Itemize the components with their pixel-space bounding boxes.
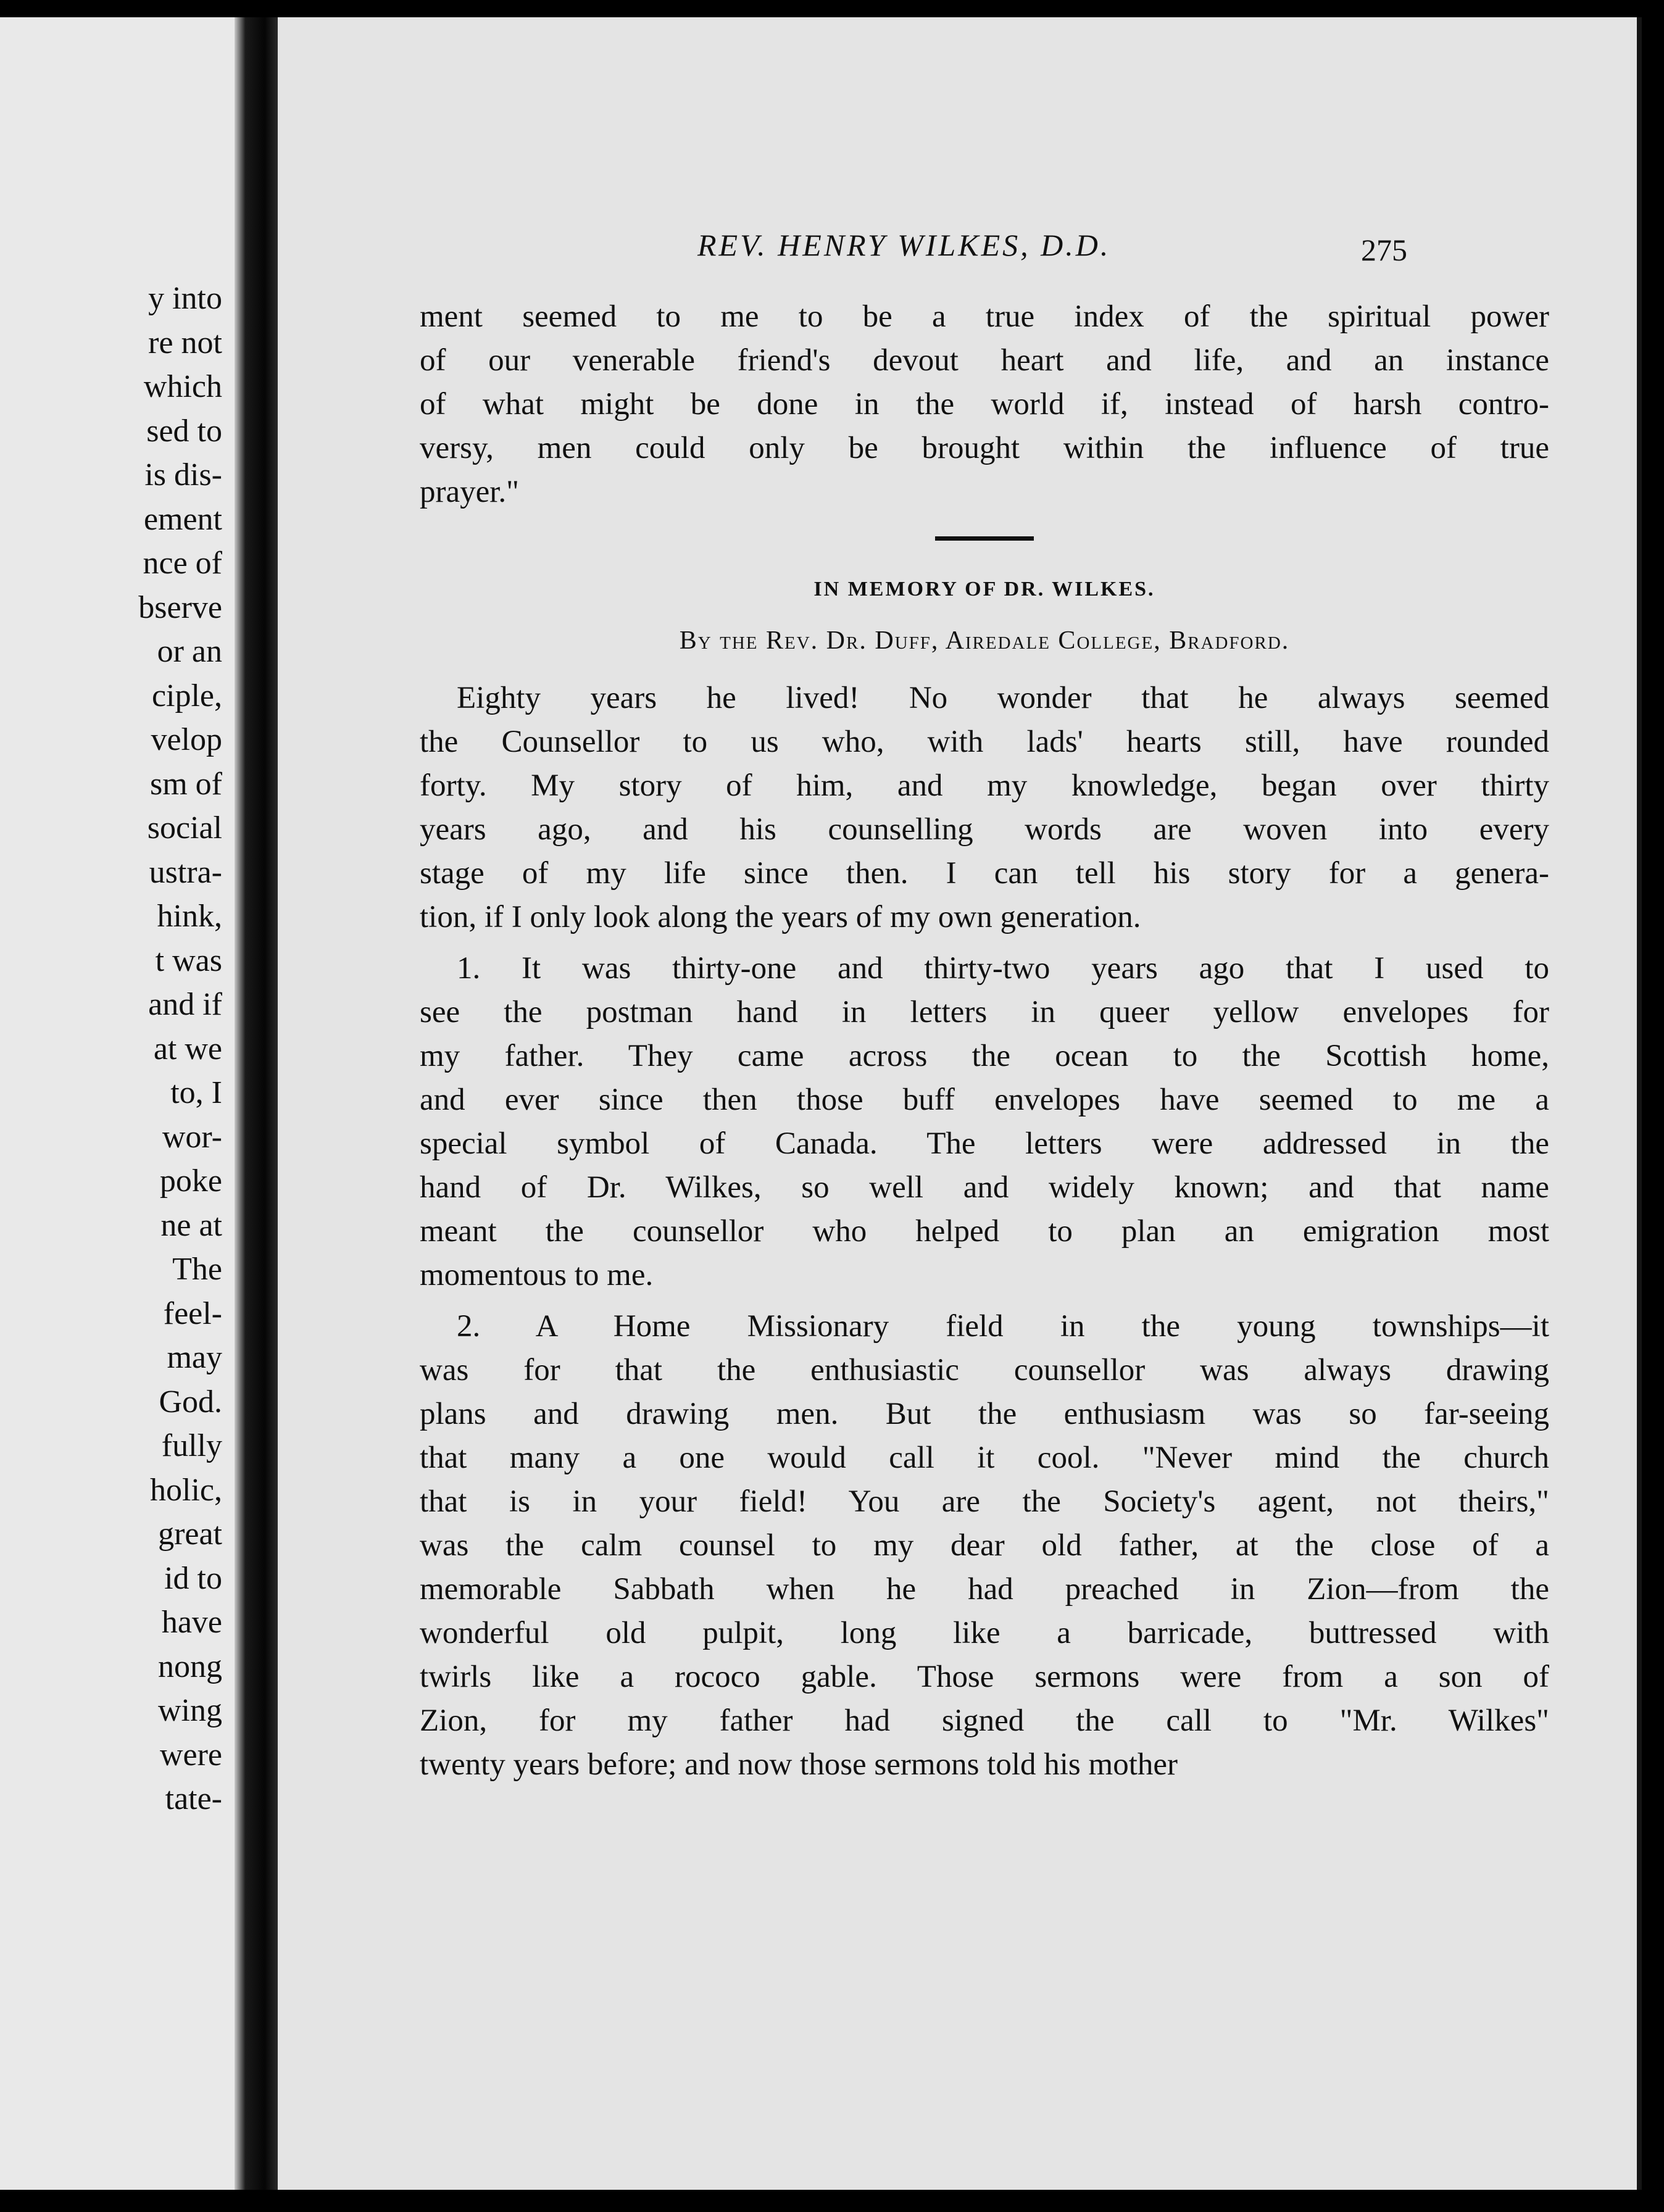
text-line: 1. It was thirty-one and thirty-two years ago that I used to [457, 951, 1549, 986]
page-edge [1637, 17, 1642, 2190]
left-page-line: is dis- [144, 457, 222, 493]
left-page-line: holic, [150, 1472, 222, 1508]
text-line: that is in your field! You are the Society's agent, not theirs," [420, 1484, 1549, 1519]
left-page-line: or an [157, 634, 222, 669]
text-line: momentous to me. [420, 1258, 654, 1292]
left-page-line: tate- [165, 1781, 222, 1816]
left-page-line: social [147, 810, 222, 846]
page-text [420, 295, 1549, 1794]
left-page-line: nong [158, 1649, 222, 1684]
paragraph [420, 676, 1549, 939]
text-line: my father. They came across the ocean to the Scottish home, [420, 1039, 1549, 1073]
left-page-line: great [158, 1516, 222, 1552]
text-line: Eighty years he lived! No wonder that he always seemed [457, 681, 1549, 715]
left-page-line: may [167, 1340, 222, 1375]
left-page-line: ement [143, 501, 222, 537]
paragraph [420, 1305, 1549, 1787]
left-page-line: sm of [150, 766, 222, 802]
left-page-text [138, 276, 222, 1821]
left-page-line: wing [158, 1693, 222, 1728]
paragraph [420, 947, 1549, 1297]
left-page-line: id to [164, 1560, 222, 1596]
text-line: years ago, and his counselling words are woven into every [420, 812, 1549, 847]
left-page-line: to, I [170, 1075, 222, 1110]
left-page-line: y into [148, 281, 222, 316]
article-body [420, 676, 1549, 1787]
byline: By the Rev. Dr. Duff, Airedale College, Bradford. [679, 626, 1290, 655]
section-title: IN MEMORY OF DR. WILKES. [813, 578, 1155, 601]
text-line: ment seemed to me to be a true index of the spiritual power [420, 299, 1549, 334]
left-page-line: bserve [138, 589, 222, 625]
left-page-line: feel- [163, 1295, 222, 1331]
left-page-line: hink, [157, 899, 222, 934]
text-line: plans and drawing men. But the enthusiasm was so far-seeing [420, 1397, 1549, 1431]
left-page-line: were [159, 1737, 222, 1773]
text-line: wonderful old pulpit, long like a barricade, buttressed with [420, 1616, 1549, 1650]
left-page-line: have [161, 1605, 222, 1640]
text-line: and ever since then those buff envelopes have seemed to me a [420, 1083, 1549, 1117]
text-line: 2. A Home Missionary field in the young townships—it [457, 1309, 1549, 1344]
text-line: versy, men could only be brought within the influence of true [420, 431, 1549, 465]
left-page [0, 17, 235, 2190]
text-line: of what might be done in the world if, instead of harsh contro- [420, 387, 1549, 422]
text-line: see the postman hand in letters in queer yellow envelopes for [420, 995, 1549, 1029]
text-line: was the calm counsel to my dear old father, at the close of a [420, 1528, 1549, 1563]
text-line: twirls like a rococo gable. Those sermons were from a son of [420, 1660, 1549, 1694]
left-page-line: sed to [146, 413, 222, 449]
text-line: twenty years before; and now those sermons told his mother [420, 1747, 1178, 1782]
left-page-line: wor- [162, 1119, 222, 1155]
text-line: of our venerable friend's devout heart and life, and an instance [420, 343, 1549, 378]
text-line: forty. My story of him, and my knowledge, began over thirty [420, 768, 1549, 803]
left-page-line: and if [148, 987, 222, 1022]
left-page-line: re not [148, 325, 222, 360]
right-page [278, 17, 1642, 2190]
left-page-line: nce of [143, 546, 222, 581]
left-page-line: ustra- [149, 854, 222, 890]
section-divider [935, 536, 1034, 541]
text-line: stage of my life since then. I can tell his story for a genera- [420, 856, 1549, 891]
left-page-line: which [143, 369, 222, 404]
text-line: that many a one would call it cool. "Never mind the church [420, 1441, 1549, 1475]
text-line: special symbol of Canada. The letters were addressed in the [420, 1126, 1549, 1161]
text-line: the Counsellor to us who, with lads' hearts still, have rounded [420, 725, 1549, 759]
text-line: memorable Sabbath when he had preached in Zion—from the [420, 1572, 1549, 1607]
text-line: prayer." [420, 475, 519, 509]
left-page-line: velop [151, 722, 222, 757]
text-line: was for that the enthusiastic counsellor was always drawing [420, 1353, 1549, 1387]
left-page-line: poke [159, 1163, 222, 1199]
binding-gutter [235, 17, 278, 2190]
text-line: tion, if I only look along the years of my own generation. [420, 900, 1141, 934]
page-number: 275 [1361, 233, 1407, 267]
text-line: hand of Dr. Wilkes, so well and widely known; and that name [420, 1170, 1549, 1205]
text-line: Zion, for my father had signed the call to "Mr. Wilkes" [420, 1703, 1549, 1738]
left-page-line: God. [159, 1384, 222, 1420]
running-head: REV. HENRY WILKES, D.D. [697, 228, 1111, 262]
left-page-line: fully [161, 1428, 222, 1463]
left-page-line: at we [153, 1031, 222, 1066]
left-page-line: ne at [160, 1207, 222, 1243]
continuation-paragraph [420, 295, 1549, 514]
left-page-line: The [172, 1252, 222, 1287]
left-page-line: ciple, [151, 678, 222, 713]
left-page-line: t was [155, 942, 222, 978]
text-line: meant the counsellor who helped to plan an emigration most [420, 1214, 1549, 1249]
